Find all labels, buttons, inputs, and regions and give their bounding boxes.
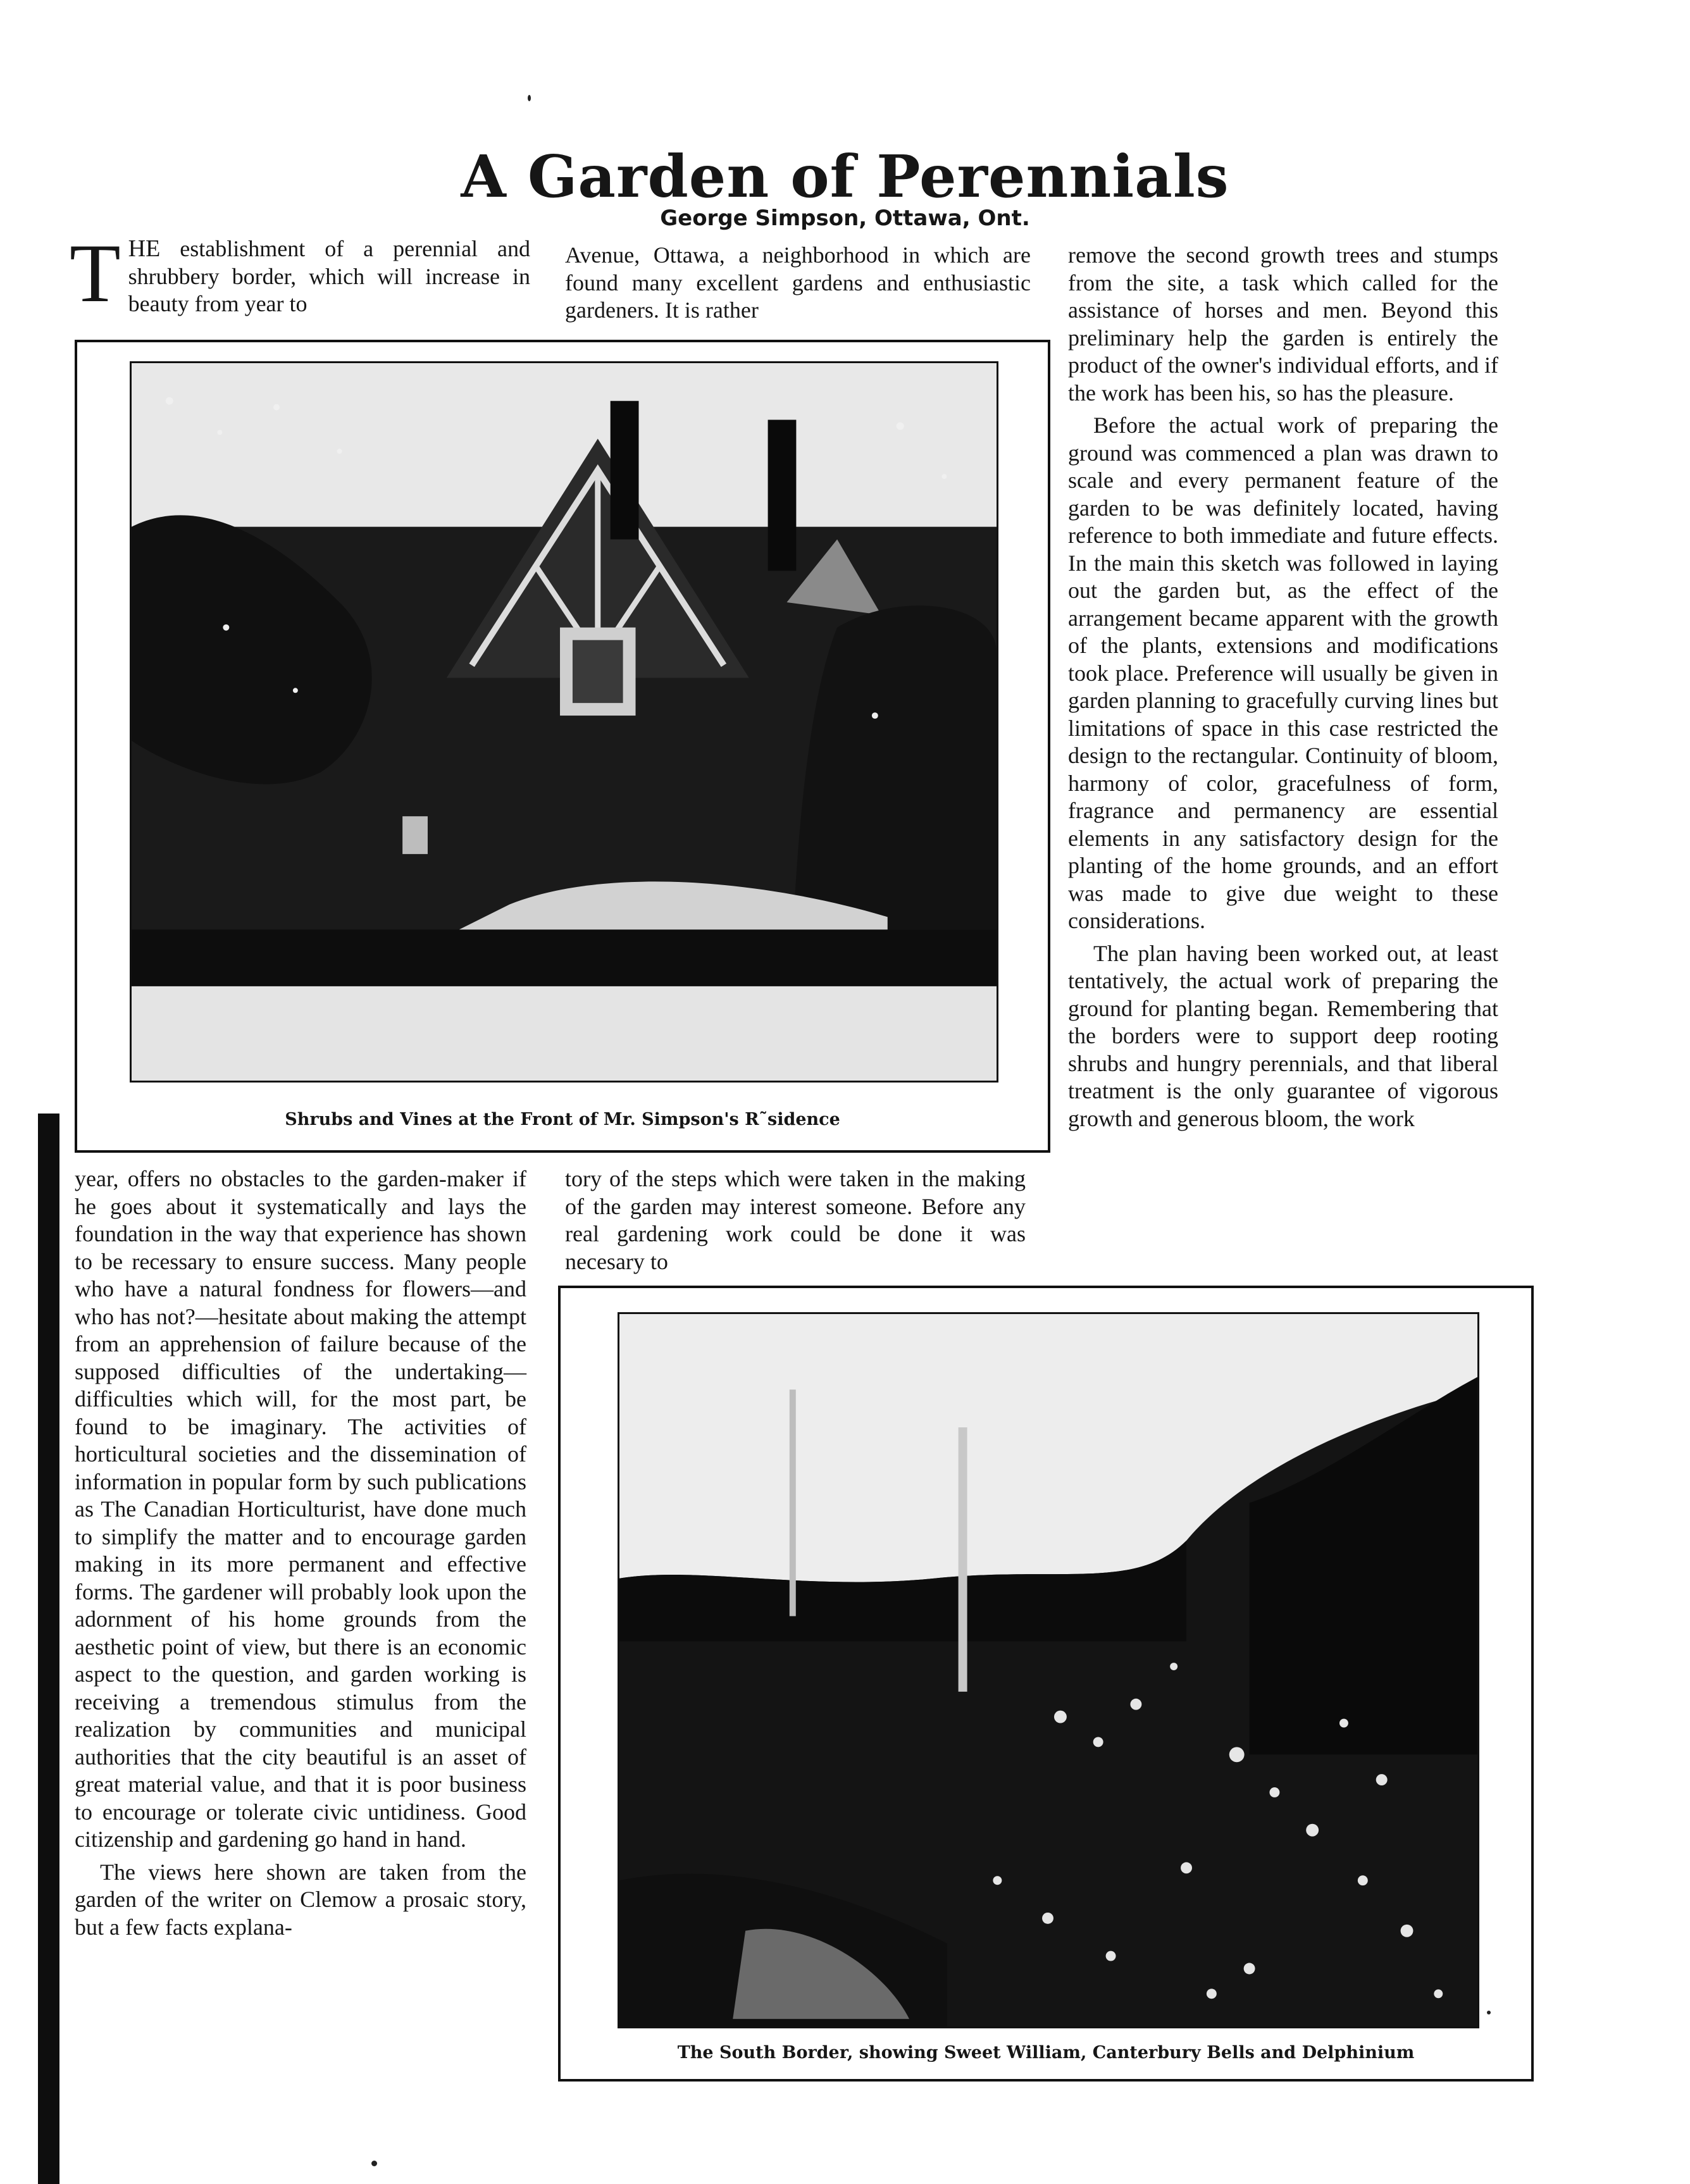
figure-caption: Shrubs and Vines at the Front of Mr. Simpson's R˜sidence (285, 1110, 840, 1129)
photo-house-residence (130, 361, 998, 1083)
paragraph: Avenue, Ottawa, a neighborhood in which are found many excellent gardens and enthusiastic gardeners. It is rather (565, 242, 1031, 323)
figure-south-border (558, 1286, 1534, 2082)
column-1-top (70, 226, 530, 320)
paragraph: remove the second growth trees and stumps from the site, a task which called for the assistance of horses and men. Beyond this preliminary help the garden is entirely the product of the owner's individual efforts, and if the work has been his, so has the pleasure. (1068, 242, 1498, 406)
article-byline: George Simpson, Ottawa, Ont. (660, 206, 1030, 231)
scan-speck (371, 2161, 377, 2166)
photo-south-border (618, 1312, 1479, 2028)
paragraph: Before the actual work of preparing the ground was commenced a plan was drawn to scale and every permanent feature of the garden to be was definitely located, having reference to both immediate and future effects. In the main this sketch was followed in laying out the garden but, as the effect of the arrangement became apparent with the growth of the plants, extensions and modifications took place. Preference will usually be given in garden planning to gracefully curving lines but limitations of space in this case restricted the design to the rectangular. Continuity of bloom, harmony of color, gracefulness of form, fragrance and permanency are essential elements in any satisfactory design for the planting of the home grounds, and an effort was made to give due weight to these considerations. (1068, 413, 1498, 933)
column-2-middle (565, 1165, 1026, 1275)
drop-cap: T (70, 226, 121, 320)
paragraph: tory of the steps which were taken in the making of the garden may interest someone. Before any real gardening work could be done it was necesary to (565, 1166, 1026, 1274)
scan-speck (528, 95, 531, 101)
paragraph: The plan having been worked out, at least tentatively, the actual work of preparing the ground for planting began. Remembering that the borders were to support deep rooting shrubs and hungry perennials, and that liberal treatment is the only guarantee of vigorous growth and generous bloom, the work (1068, 940, 1498, 1131)
column-1-bottom (75, 1165, 526, 1941)
article-title: A Garden of Perennials (461, 142, 1229, 211)
scan-speck (1487, 2011, 1491, 2014)
page-edge-shadow (38, 1114, 59, 2184)
paragraph: The views here shown are taken from the garden of the writer on Clemow a prosaic story, but a few facts explana- (75, 1859, 526, 1940)
paragraph: year, offers no obstacles to the garden-maker if he goes about it systematically and lays the foundation in the way that experience has shown to be recessary to ensure success. Many people who have a natural fondness for flowers—and who has not?—hesitate about making the attempt from an apprehension of failure because of the supposed difficulties of the undertaking—difficulties which will, for the most part, be found to be imaginary. The activities of horticultural societies and the dissemination of information in popular form by such publications as The Canadian Horticulturist, have done much to simplify the matter and to encourage garden making in its more permanent and effective forms. The gardener will probably look upon the adornment of his home grounds from the aesthetic point of view, but there is an economic aspect to the question, and garden working is receiving a tremendous stimulus from the realization by communities and municipal authorities that the city beautiful is an asset of great material value, and that it is poor business to encourage or tolerate civic untidiness. Good citizenship and gardening go hand in hand. (75, 1166, 526, 1852)
opening-paragraph: THE establishment of a perennial and shrubbery border, which will increase in beauty from year to (70, 226, 530, 320)
figure-house (75, 340, 1050, 1153)
column-2-top (565, 242, 1031, 325)
column-3 (1068, 242, 1498, 1132)
figure-caption: The South Border, showing Sweet William, Canterbury Bells and Delphinium (677, 2043, 1415, 2063)
